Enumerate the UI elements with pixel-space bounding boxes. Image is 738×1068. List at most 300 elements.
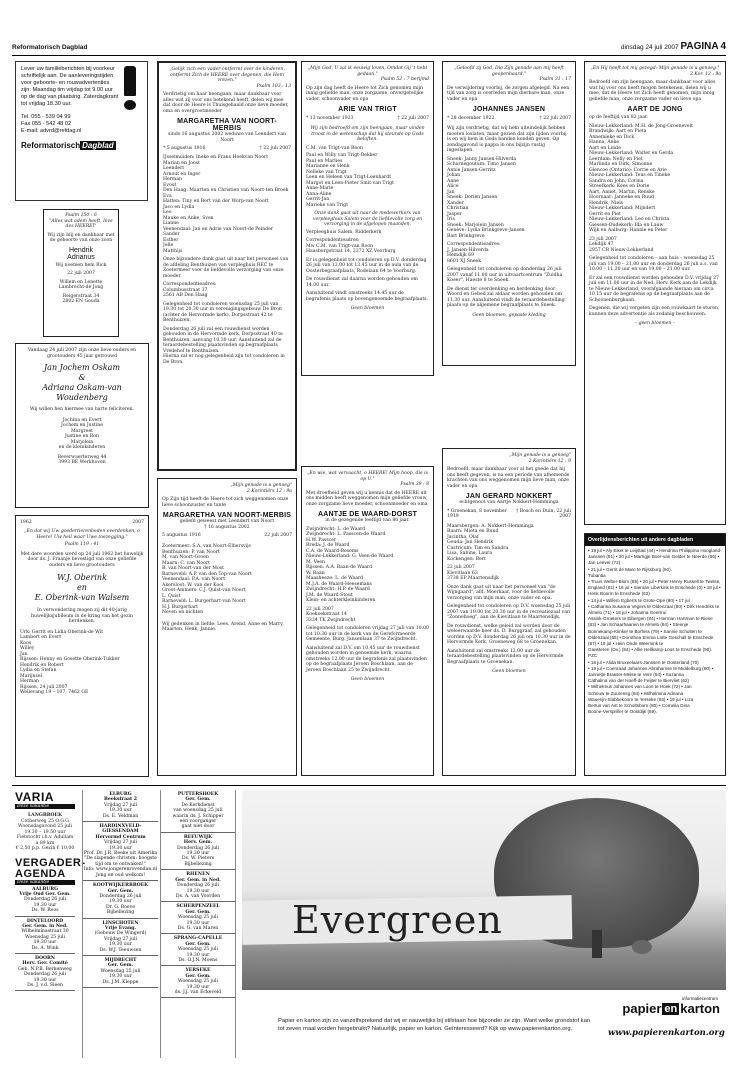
- family-member: Hendrik en Robert: [20, 662, 64, 668]
- service-text: Donderdag 26 juli zal een rouwdienst worden gehouden in de Hervormde kerk, Dorpsstraat 40 te Benthuizen, aanvang 10.30 uur. Aansluitend zal de teraardebestelling plaatsvinden op begraafplaats Vredehof te Benthuizen.: [163, 326, 283, 354]
- agenda-detail: 19.30 uur: [33, 940, 57, 946]
- birth-date: * 5 augustus 1916: [163, 146, 206, 151]
- agenda-subtitle: Deze vakantie: [15, 880, 75, 885]
- husband-name: W.J. Oberink: [57, 573, 107, 582]
- quote: „Mijn God, U zal ik eeuwig loven, Omdat Gij 't hebt gedaan.": [307, 66, 428, 77]
- service-detail: Vrijdag 27 juli: [103, 936, 138, 942]
- family-list: [447, 524, 571, 563]
- family-member: Sneek: Marjolein Jansen: [447, 222, 504, 228]
- family-member: Justine en Ron: [65, 434, 99, 439]
- overview-line: • 18 jul • Alida Bruxeelaars-Janssen te Oosterland (70): [588, 659, 699, 665]
- service-detail: Dr. G. Boeve: [106, 904, 135, 910]
- thanks-text: Onze dank gaat uit naar het personeel van "de Wijngaard", afd. Moerkaar, voor de liefdevolle verzorging van mijn man, onze vader en opa.: [447, 584, 556, 601]
- family-member: Urk: Gerrit en Lidia Oberink-de Wit: [20, 629, 104, 635]
- obituary-van-noort-merbis: [157, 61, 297, 471]
- no-flowers: Geen bloemen: [350, 677, 385, 682]
- overview-line: • 21 jul • Gerrit de Mare te Rijssburg (92).: [588, 566, 672, 572]
- papierenkarton-logo: [608, 996, 725, 1038]
- service-detail: 19.30 uur: [109, 974, 132, 980]
- thanks-text: Onze bijzondere dank gaat uit naar het personeel van de afdeling Benthuizen van verpleghuis REC te Zoetermeer voor de liefdevolle verzorging van onze moeder.: [163, 257, 289, 279]
- family-member: Leo: [163, 210, 172, 215]
- family-member: Sneek: Janny Jansen-Hilverda: [447, 156, 517, 162]
- condolence-text: Gelegenheid tot condoleren op D.V. woensdag 25 juli 2007 van 19.00 tot 20.30 uur in de recreatiezaal van "Zonnehoeg", aan de Kievitlaan te Maartensdijk.: [447, 604, 571, 620]
- birth-date: 22 juli 2007: [67, 271, 95, 276]
- ad-text: Papier en karton zijn zo vanzelfsprekend dat wij er nauwelijks bij stilstaan hoe bijzonder ze zijn. Want welke grondstof kan tot zeven maal worden hergebruikt? Natuurlijk, papier en karton. Geïnteresseerd? Kijk op www.papierenkarton.org.: [278, 1018, 591, 1032]
- overview-line: Cathalina van der Hoeff-de Feijter te Biervliet (62): [588, 678, 690, 684]
- event-place: LANGBROEK: [27, 813, 63, 818]
- agenda-item: [15, 954, 75, 991]
- address-label: Correspondentieadres:: [306, 238, 360, 243]
- family-list: [163, 155, 291, 254]
- address: Reigerstraat 34: [62, 293, 100, 299]
- family-member: Hoornaar: Janneke en Ruud: [589, 195, 655, 200]
- family-member: Nieuw-Lekkerland: Teus en Tineke: [589, 173, 671, 178]
- family-member: Marianne en Henk: [306, 164, 350, 169]
- family-list: [447, 157, 571, 240]
- remembrance-text: Wij gedenken in liefde: Lees, Arend, Anne en Marry, Maarten, Henk, Jannie.: [162, 621, 284, 632]
- intro-text: Bedroefd, maar dankbaar voor al het goede dat hij ons heeft gegeven, is na een periode van afnemende krachten van ons weggenomen mijn lieve man, onze vader en opa: [447, 467, 570, 489]
- family-member: Nieuw-Lekkerland: M.H. de Jong-Groenevelt: [589, 123, 693, 129]
- birth-date: * Groenekan, 8 november 1919: [447, 508, 507, 519]
- family-member: Anna-Aline: [306, 191, 332, 197]
- family-member: J.M. de Waard-Stout: [306, 592, 353, 598]
- address-line: 3738 EP Maartensdijk: [447, 576, 499, 581]
- city: 3993 BE Werkhoven: [58, 460, 106, 465]
- family-member: Gouda: Jan Hendrik: [447, 540, 494, 545]
- service-text: De rouwdienst zal daarna worden gehouden om 14.00 uur.: [306, 277, 418, 288]
- overview-line: Tubantia: [588, 572, 606, 578]
- service-detail: Hervormd Centrum: [95, 834, 146, 840]
- service-detail: Vrijdag 27 juli: [103, 840, 138, 846]
- verse: 2 Korintiërs 12 : 9a: [246, 488, 292, 494]
- agenda-place: DINTELOORD: [26, 918, 64, 924]
- church-service: [161, 833, 235, 870]
- family-member: Benthuizen: P. van Noort: [162, 549, 220, 555]
- quote: „En wie, wat vervaacht, o HEERE! Mijn hoop, die is op U.": [307, 471, 428, 482]
- date: 23 juli 2007: [589, 236, 617, 242]
- section-divider: [12, 785, 726, 786]
- family-member: Rijssen: A.A. Baan-de Waard: [306, 565, 373, 570]
- agenda-title: VERGADER-AGENDA: [15, 856, 86, 880]
- family-member: Maasheeze: L. de Waard: [306, 576, 364, 581]
- family-member: Sneek: Dorien Jansen: [447, 195, 498, 200]
- agenda-detail: Wilhelminastraat 30: [21, 929, 69, 935]
- death-date: 22 juli 2007: [264, 533, 292, 538]
- address-line: Columbusstraat 37: [163, 287, 208, 293]
- address-line: Kievitlaan 63: [447, 570, 478, 576]
- family-member: Veenendaal: P.A. van Noort: [162, 577, 226, 582]
- subtitle: geliefd geweest met Leendert van Noort: [179, 519, 275, 524]
- church-service: [83, 881, 158, 918]
- overview-line: • Catharina Susanna Vegers te Oldenzaal (80) • Dirk Hendriks te Almelo (71) • 18 jul • Johanna Geertruí: [588, 603, 720, 616]
- agenda-detail: Ger. Gem. in Ned.: [22, 923, 68, 929]
- intro-text: Met dere woorden werd op 24 juli 1962 het huwelijk door ds. J. Fraanje bevestigd van onze geliefde ouders en lieve grootouders: [20, 551, 144, 568]
- agenda-detail: 19.30 uur: [33, 977, 57, 983]
- deceased-name: AANTJE DE WAARD-DORST: [317, 511, 418, 518]
- overview-line: Bertus van Ast te Scholtsborn (80) • Cornelia Dina: [588, 703, 690, 709]
- family-member: Klein- en achterkleinkinderen: [306, 598, 376, 603]
- family-member: Maarn: C. van Noort: [162, 560, 210, 566]
- deceased-name: MARGARETHA VAN NOORT-MERBIS: [162, 512, 292, 519]
- agenda-detail: Ds. W. Roos: [31, 908, 59, 914]
- condolence-text: Gelegenheid tot condoleren vrijdag 27 juli van 10.00 tot 10.30 uur in de kerk van de Gereformeerde Gemeente, Burg. Jansenlaan 37 te Zwijndrecht.: [306, 626, 429, 642]
- year-end: 2007: [132, 520, 144, 525]
- obituary-jan-gerard-nokkert: [442, 448, 576, 776]
- family-member: Hanna, Anke: [589, 140, 620, 145]
- event-detail: Woensdagavond 25 juli: [18, 824, 72, 829]
- service-detail: 19.30 uur: [109, 845, 132, 851]
- church-service: [161, 902, 235, 934]
- service-detail: Ds. G. van Maren: [177, 925, 219, 931]
- family-member: Leen en Heleen van Trigt-Leenhardt: [306, 175, 392, 180]
- family-member: Akersloot: W. van der Kooi: [162, 582, 224, 588]
- overview-line: PZC: [588, 653, 598, 659]
- family-member: Marjolein: [70, 439, 94, 445]
- intro-text: Verdrietig om haar heengaan, maar dankbaar voor alles wat zij voor ons betekend heeft, delen wij mee dat door de Heere is Thuisgehaald onze lieve moeder, oma en overgrootmoeder: [163, 92, 289, 114]
- death-date: † 22 juli 2007: [539, 116, 571, 121]
- family-member: Anne-Marie: [306, 186, 334, 191]
- family-member: Gerrit en Piet: [589, 211, 621, 217]
- service-detail: Ger. Gem.: [107, 888, 134, 894]
- subtitle: in de gezegende leeftijd van 86 jaar.: [325, 518, 410, 523]
- ampersand: &: [78, 373, 86, 382]
- family-member: Xander: [447, 200, 464, 206]
- family-member: Jaco en Lydia: [163, 204, 195, 210]
- family-member: Esther: [163, 237, 179, 243]
- service-detail: Prof. Dr. J.R. Beeke uit Amerika: [83, 851, 158, 857]
- thanks-text: Onze dank gaat uit naar de medewerkers van verpleeghuis Salem voor de liefdevolle zorg en verzorging in de afgelopen maanden.: [312, 211, 423, 227]
- service-detail: gaat niet door: [181, 824, 215, 830]
- logo-wordmark: papier en karton: [622, 1001, 720, 1016]
- service-detail: 19.30 uur: [186, 952, 210, 958]
- church-service: [83, 919, 158, 956]
- closing-text: Hierna zal er nog gelegenheid zijn tot condoleren in De Bron.: [163, 354, 285, 365]
- service-place: YERSEKE: [185, 968, 211, 974]
- intro-text: De verwijdering voorbij, de zorgen afgelegd. Na een tijd van zorg is overleden mijn dierbare man, onze vader en opa: [447, 85, 570, 102]
- family-member: Arnout en Inger: [163, 171, 201, 177]
- service-detail: Ger. Gem.: [185, 797, 211, 803]
- verse: Psalm 150 : 6: [65, 213, 97, 218]
- family-member: Johan: [447, 173, 461, 178]
- overview-line: Boone-Verspriller te Oostdijk (69).: [588, 709, 657, 715]
- service-text: De rouwdienst, welke geleid zal worden door de weleerwaarde heer ds. D. Burggraaf, zal gehouden worden op D.V. donderdag 26 juli om 10.30 uur in de Hervormde Kerk, Groeneweg 68 te Groenekan.: [447, 623, 571, 645]
- page-date: dinsdag 24 juli 2007 PAGINA 4: [620, 41, 726, 52]
- intro-text: Met droefheid geven wij u kennis dat de HEERE uit ons midden heeft weggenomen mijn geliefde vrouw, onze zorgzame lieve moeder, schoonmoeder en oma: [306, 490, 428, 507]
- service-detail: Info: www.jongerenrovendan.nl: [83, 867, 158, 873]
- family-member: Marian en Joost: [163, 160, 200, 166]
- service-detail: Bijbellezing: [184, 861, 212, 867]
- family-member: Bart Brinkgreve: [447, 233, 485, 239]
- family-member: Brandwijk: Aart en Pieta: [589, 129, 647, 134]
- death-date: † 22 juli 2007: [259, 146, 291, 151]
- quote: „Geloofd zij God, Die Zijn genade aan mij heeft geopenbaard.": [454, 66, 564, 77]
- service-detail: (Gebouw De Wingerd): [94, 931, 147, 937]
- service-place: ELBURG: [109, 792, 132, 797]
- overview-line: • 19 jul • Coenraad Johannes Abrahamse te Middelburg (80) • Jannetje Brasser-Melse te Vere (94) • Suzanna: [588, 665, 714, 678]
- quote: „Mijn genade is u genoeg": [230, 483, 292, 488]
- service-place: RHENEN: [186, 872, 210, 878]
- family-member: Kockengen: Bert: [447, 556, 486, 562]
- service-detail: 19.30 uur: [109, 808, 132, 814]
- family-member: Herman: [163, 177, 182, 182]
- quote: "Alles wat adem heeft, love des HEEREI": [49, 218, 113, 229]
- no-flowers: – geen bloemen –: [634, 321, 676, 326]
- family-member: Jelle: [163, 243, 174, 248]
- event-detail: 19.30 – 19.50 uur: [24, 829, 66, 835]
- family-member: Anne: [447, 178, 459, 184]
- obituary-de-waard-dorst: [301, 466, 434, 776]
- verse: Psalm 119 : 41: [64, 542, 100, 547]
- family-member: Nieuw-Lekkerland: Leo en Christa: [589, 217, 670, 222]
- varia-column: [15, 790, 86, 1058]
- deceased-name: JAN GERARD NOKKERT: [465, 493, 553, 500]
- family-member: M. van Noort-Groen: [162, 555, 209, 560]
- address-line: 2957 CB Nieuw-Lekkerland: [589, 247, 654, 253]
- quote: „En dat wij Uw goedertierenheden overdenken, o Heere! Uw heil waar Uwe toezegging.": [24, 529, 140, 540]
- family-list: [589, 124, 721, 234]
- service-place: REEUWIJK: [183, 834, 213, 840]
- ad-url[interactable]: www.papierenkarton.org: [608, 1028, 725, 1038]
- agenda-detail: Donderdag 26 juli: [24, 897, 66, 903]
- notice-fax: Fax 055 - 542 48 02: [21, 121, 72, 127]
- address-line: 8601 XJ Sneek: [447, 258, 482, 264]
- comfort-text: Wij zijn bedroefd om zijn heengaan, maar vinden troost in de wetenschap dat hij steunde op Gods beloften.: [310, 126, 425, 142]
- family-member: Lambert en Evert: [20, 635, 62, 640]
- notice-email[interactable]: E-mail: advrd@refdag.nl: [21, 128, 82, 134]
- children-list: [306, 153, 429, 208]
- family-member: Rijssen: Henny en Gosette Oberink-Tukker: [20, 657, 120, 662]
- family-member: Baarn: Mieta en Ruud: [447, 529, 499, 534]
- overview-title: Overlijdensberichten uit andere dagbladen: [585, 534, 725, 546]
- service-detail: "De slapende christen: hoogste tijd om te ontwaken!": [84, 856, 157, 867]
- church-service: [83, 956, 158, 988]
- overview-line: Bonnekamp-Klinker te Borhiss (79) • Sannie Scholten te Oldenzaal (65) • Dorothea Emma Lotte Geschall te Enschede (87) • 19 jul • Hein Onde Weernink te: [588, 628, 714, 647]
- church-service: [83, 822, 158, 881]
- family-member: B. van Noort-van der Most: [162, 566, 224, 571]
- notice-text: Lever uw familieberichten bij voorkeur schriftelijk aan. De aanleveringstijden voor geboorte- en rouwadvertenties zijn: Maandag tim vrijdag tot 9.00 uur op de dag van plaatsing. Zaterdagkrant tot vrijdag 18.30 uur.: [21, 66, 119, 107]
- birth-date: * 28 december 1922: [447, 116, 495, 121]
- agenda-list: [15, 885, 75, 992]
- wish-text: Wij willen hen hiermee van harte feliciteren.: [29, 407, 135, 412]
- service-detail: Woensdag 25 juli: [178, 915, 218, 921]
- agenda-place: DOORN: [34, 955, 55, 961]
- call-name: Wij noemen hem Rick: [55, 262, 107, 268]
- address-line: Mw C.M. van Trigt-van Roon: [306, 243, 374, 249]
- family-member: Aart, Annet, Martin, Renske: [589, 189, 655, 195]
- no-flowers: Geen bloemen: [350, 306, 385, 311]
- farewell-text: Wij zijn verdrietig, dat wij hem uiteindelijk hebben moeten loslaten, maar gezien dat zijn lijden voorbij is en wij hem in Gods handen konden geven. Op zondagavond is pappa in ons bijzijn rustig ingeslapen.: [447, 126, 567, 153]
- family-member: Paul en Marlies: [306, 158, 343, 164]
- family-member: C.A. de Waard-Besems: [306, 548, 359, 554]
- family-member: Veenendaal: Jan en Adrie van Noort-de Peinder: [163, 226, 274, 232]
- family-member: Lydia en Stefan: [20, 668, 57, 673]
- service-detail: Vrijdag 27 juli: [103, 802, 138, 808]
- service-place: KOOTWIJKERBROEK: [92, 883, 149, 889]
- family-member: Neven en nichten: [162, 610, 204, 615]
- family-member: Leerdam: Nelly en Piet: [589, 156, 643, 162]
- widow-name: C.M. van Trigt-van Roon: [306, 145, 363, 151]
- service-detail: waarin ds. J. Schipper: [172, 813, 224, 819]
- family-member: H.W. Passcer: [306, 537, 337, 543]
- children-list: [20, 418, 144, 451]
- service-detail: Ds. W. Pieters: [181, 856, 215, 862]
- page-header: [12, 41, 726, 56]
- service-detail: De Kerkdienst: [181, 802, 215, 808]
- jubilee-announcement: [15, 515, 149, 777]
- family-member: Jacintha, Olaf: [447, 534, 479, 540]
- agenda-detail: Vrije Oud Ger. Gem.: [19, 891, 71, 897]
- family-member: Den Haag: Maarten en Christien van Noort-ten Broek: [163, 188, 289, 193]
- family-member: Jochina en Evert: [62, 417, 102, 423]
- obituary-arie-van-trigt: [301, 61, 434, 376]
- family-member: Wellevang 19 – 107, 7462 GE: [20, 690, 89, 695]
- service-text: Er zal een rouwdienst worden gehouden D.V. vrijdag 27 juli om 11.00 uur in de Ned. Herv. Kerk aan de Lekdijk te Nieuw-Lekkerland, voorafgaande hieraan om circa 10.15 uur de begrafenis op de begraafplaats aan de Schoonenburgkaan.: [589, 275, 719, 303]
- condolence-text: Gelegenheid tot condoleren woensdag 25 juli van 19.30 tot 20.30 uur in verenigingsgebouw De Bron (achter de Hervormde kerk), Dorpsstraat 42 te Benthuizen.: [163, 301, 282, 323]
- agenda-item: [15, 885, 75, 917]
- intro-text: Wij zijn blij en dankbaar met de geboorte van onze zoon: [47, 232, 115, 243]
- death-date: † Bosch en Duin, 22 juli 2007: [515, 508, 571, 519]
- family-member: Lisa, Sabine, Laura: [447, 551, 493, 556]
- overview-line: Gaasteren (Ov.) (84) • Allie Hellkamp-Loos te Enschede (90).: [588, 647, 713, 653]
- service-detail: Donderdag 26 juli: [177, 883, 219, 889]
- burial-text: Aansluitend vindt omstreeks 14.45 uur de begrafenis plaats op bovengenoemde begraafplaats.: [306, 291, 428, 302]
- family-member: Willey: [20, 646, 35, 651]
- family-member: IJsselmuiden: Ineke en Frans Hoekvan Noort: [163, 155, 269, 160]
- child-second-name: Adrianus: [67, 253, 95, 261]
- wife-name: E. Oberink-van Walsem: [34, 593, 130, 602]
- family-member: Marieke van Trigt: [306, 202, 349, 208]
- service-detail: 19.30 uur: [186, 851, 210, 857]
- agenda-place: AALBURG: [32, 886, 58, 892]
- service-detail: 19.30 uur: [109, 942, 132, 948]
- family-member: H.J. Burgerhart: [162, 604, 198, 610]
- service-detail: Ds. E. Veldman: [102, 813, 139, 819]
- overview-line: • 19 jul • Aly Eikel te Leijstad (44) • Hendrina Philippina Hoogland-Janssen (91) • 20 jul • Marrigje Boer-van Gelder te Neerde (66) • Jan Leever (72): [588, 548, 722, 566]
- agenda-detail: Donderdag 26 juli: [24, 972, 66, 978]
- intro-text: Op Zijn tijd heeft de Heere tot zich weggenomen onze lieve schoonzuster en tante: [162, 497, 289, 508]
- event-detail: a 89 km: [35, 840, 55, 846]
- husband-name: Jan Jochem Oskam: [43, 363, 121, 372]
- family-member: Koos: [20, 640, 32, 646]
- family-member: Genève: Lydia Brinkgreve-Jansen: [447, 228, 525, 233]
- service-detail: Woensdag 25 juli: [178, 947, 218, 953]
- service-detail: Ger. Gem. in Ned.: [175, 877, 221, 883]
- family-list: [162, 544, 292, 616]
- service-detail: 19.30 uur: [109, 899, 132, 905]
- service-detail: Jong en oud welkom!: [95, 872, 146, 878]
- service-detail: ds. J.J. van Eckeveld: [174, 990, 222, 995]
- varia-subtitle: Deze vakantie: [15, 804, 75, 809]
- family-member: Streefkerk: Kees en Dorie: [589, 184, 650, 189]
- family-member: Barneveld: A.P. van den Top-van Noort: [162, 571, 252, 577]
- family-member: Hatten: Tiny en Bert van der Worp-van Noort: [163, 199, 269, 204]
- church-service: [83, 790, 158, 822]
- family-member: Jan: [447, 189, 455, 195]
- service-detail: 19.30 uur: [186, 888, 210, 894]
- address-line: 2561 AB Den Haag: [163, 293, 208, 298]
- service-detail: Beekstraat 2: [104, 797, 137, 803]
- date: 22 juli 2007: [447, 565, 475, 570]
- family-member: Maarsbergen: A. Nokkert-Hemminga: [447, 523, 534, 529]
- condolence-text: Gelegenheid tot condoleren op donderdag 26 juli 2007 vanaf 11.00 uur in uitvaartcentrum "Zuidha Koeer", Haeste 8 te Sneek.: [447, 267, 563, 283]
- other-newspapers-overview: [584, 533, 726, 776]
- submission-notice: [15, 61, 148, 201]
- family-member: Marlinda en Dirk, Simonne: [589, 162, 653, 167]
- family-member: Nieuw-Lekkerland: Mijndert: [589, 206, 656, 211]
- family-member: Matthijs: [163, 248, 183, 254]
- condolence-text: Gelegenheid tot condoleren – aan huis – woensdag 25 juli van 19.00 – 21.00 uur en donderdag 26 juli a.s. van 10.00 – 11.30 uur en van 19.00 – 21.00 uur.: [589, 256, 718, 272]
- verse: Psalm 31 : 17: [539, 77, 571, 82]
- service-detail: Bijbellezing: [106, 910, 135, 916]
- overview-line: Wauerijn-Slabbekoorn te Yerseke (93) • 19 jul • Liza: [588, 696, 694, 702]
- family-member: Alice: [447, 184, 459, 189]
- service-place: PUTTERSHOEK: [177, 792, 219, 797]
- note-text: Degenen, die wij vergeten zijn een rouwkaart te sturen, kunnen deze advertentie als zodanig beschouwen.: [589, 306, 720, 317]
- services-column-2: [160, 790, 236, 1058]
- service-detail: een voorganger: [179, 819, 217, 825]
- service-detail: Woensdag 25 juli: [178, 979, 218, 985]
- deceased-name: AART DE JONG: [627, 106, 683, 113]
- services-column-1: [82, 790, 158, 1058]
- family-member: en de kleinkinderen: [58, 445, 106, 450]
- family-member: Nieuw-Lekkerland: G. Veen-de Waard: [306, 554, 394, 559]
- service-detail: Herv. Gem.: [183, 840, 213, 846]
- evergreen-advertisement: [242, 790, 726, 1058]
- city: 2802 EN Gouda: [62, 299, 100, 304]
- warning-icon: [119, 66, 141, 112]
- family-member: Wijk en Aalburg: Hannie en Peter: [589, 228, 668, 233]
- overview-line: Schouw te Zuurensg (84) • Wilhelmina Adriana: [588, 690, 684, 696]
- overview-line: • Wilhelmus Johannes van Loon te Hoek (72) • Jan: [588, 684, 692, 690]
- agenda-detail: Ds. A. Wink: [31, 945, 59, 951]
- verse: 2 Kor. 12 : 9a: [689, 71, 721, 77]
- address-label: Correspondentieadres:: [447, 242, 501, 247]
- service-detail: Ger. Gem.: [185, 909, 211, 915]
- jubilee-text: In verwondering mogen zij dit 40-jarig huwelijksjubileum in de kring van het gezin herdenken.: [31, 608, 133, 624]
- overview-line: Assink-Groeters te Eibergen (84) • Herman Hartman te Rieve (83) • Jan Schaarhaanen te Almelo (84) • Steenje: [588, 616, 713, 628]
- family-member: Jan: [20, 651, 28, 657]
- child-first-name: Hendrik: [68, 246, 94, 254]
- family-member: Giessen-Oudekerk: Ida en Lauw: [589, 222, 664, 228]
- age-text: op de leeftijd van 82 jaar.: [589, 115, 649, 120]
- address-line: Koekoekstraat 14: [306, 612, 347, 617]
- burial-text: Aansluitend zal omstreeks 12.00 uur de teraardebestelling plaatsvinden op de Hervormde Begraafplaats te Groenekan.: [447, 648, 564, 665]
- service-detail: Ds. O.J.N. Moens: [178, 957, 218, 963]
- quote: „En Hij heeft tot mij gezegd: Mijn genade is u genoeg.": [590, 66, 720, 71]
- family-member: Groot-Ammers: C.J. Quist-van Noort: [162, 588, 246, 593]
- intro-text: Op zijn dag heeft de Heere tot Zich genomen mijn innig geliefde man, onze zorgzame, onvergetelijke vader, schoonvader en opa: [306, 85, 424, 102]
- family-member: Scharnegoutum: Timo Jansen: [447, 162, 516, 167]
- family-member: Jasper: [447, 211, 462, 217]
- family-member: Herman: [20, 679, 39, 684]
- service-detail: Ds. A. van Voorden: [175, 893, 221, 899]
- overview-line: • Truus Weber-Blom (85) • 20 jul • Peter Henry Russell te Twelse, England (81) • 16 jul • Sieman Liberkink te Enschede (0) • 18 jul • Henk Boorm te Enschede (62): [588, 579, 721, 597]
- family-member: Sandra en John, Corina: [589, 178, 644, 184]
- overview-list: [585, 546, 725, 717]
- family-member: Margreet: [70, 428, 94, 434]
- service-place: SCHERPENZEEL: [176, 904, 220, 910]
- subtitle: sinds 16 augustus 2002 weduwe van Leendert van Noort: [168, 132, 286, 143]
- agenda-detail: Ds. J. v.d. Sleen: [27, 983, 63, 988]
- service-detail: Woensdag 25 juli: [100, 968, 141, 974]
- family-member: Evout: [163, 182, 177, 188]
- family-member: Marijnsel: [20, 673, 43, 679]
- verse: Psalm 103 : 13: [256, 83, 291, 89]
- family-member: Nieuw-Lekkerland: Walter en Gerda: [589, 151, 674, 156]
- intro-text: Vandaag 24 juli 2007 zijn onze lieve ouders en grootouders 45 jaar getrouwd: [27, 348, 137, 359]
- address-line: J. Jansen-Hilverda: [447, 247, 489, 253]
- conjunction: en: [77, 583, 87, 592]
